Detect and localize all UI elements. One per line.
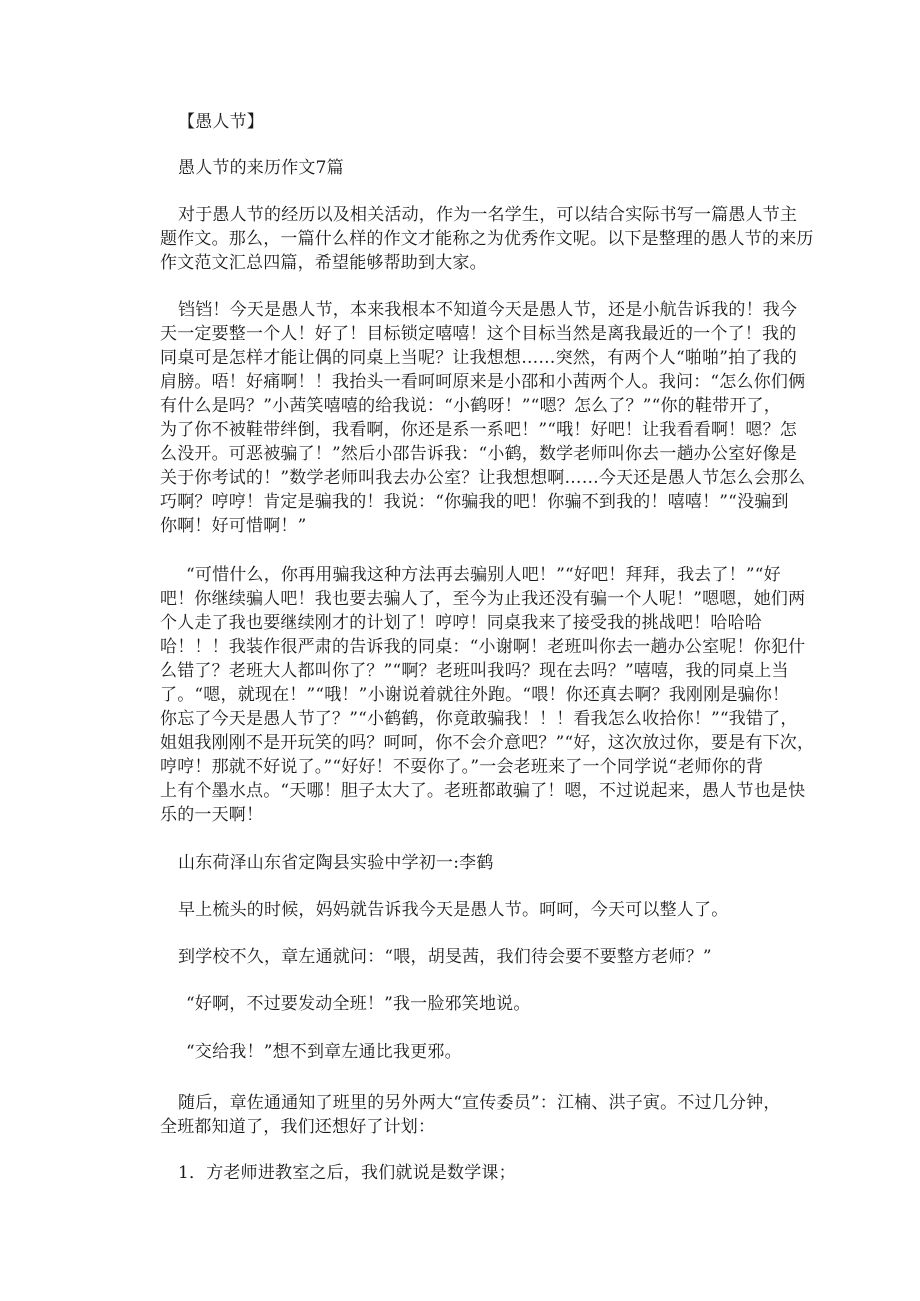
essay1-p1-line: 铛铛！今天是愚人节，本来我根本不知道今天是愚人节，还是小航告诉我的！我今: [178, 300, 798, 320]
essay2-paragraph: 早上梳头的时候，妈妈就告诉我今天是愚人节。呵呵，今天可以整人了。: [178, 900, 729, 920]
intro-line: 题作文。那么，一篇什么样的作文才能称之为优秀作文呢。以下是整理的愚人节的来历: [160, 229, 814, 249]
essay1-p1-line: 有什么是吗？”小茜笑嘻嘻的给我说：“小鹤呀！”“嗯？怎么了？”“你的鞋带开了，: [160, 396, 781, 416]
essay1-p1-line: 你啊！好可惜啊！”: [160, 516, 307, 536]
essay1-p2-line: 姐姐我刚刚不是开玩笑的吗？呵呵，你不会介意吧？”“好，这次放过你，要是有下次，: [160, 733, 815, 753]
essay1-p1-line: 为了你不被鞋带绊倒，我看啊，你还是系一系吧！”“哦！好吧！让我看看啊！嗯？怎: [160, 420, 797, 440]
document-heading: 【愚人节】: [178, 112, 264, 132]
intro-line: 对于愚人节的经历以及相关活动，作为一名学生，可以结合实际书写一篇愚人节主: [178, 205, 798, 225]
intro-line: 作文范文汇总四篇，希望能够帮助到大家。: [160, 253, 487, 273]
document-title: 愚人节的来历作文7篇: [178, 158, 344, 178]
essay1-p1-line: 同桌可是怎样才能让偶的同桌上当呢？让我想想……突然，有两个人“啪啪”拍了我的: [160, 348, 797, 368]
essay1-p2-line: 吧！你继续骗人吧！我也要去骗人了，至今为止我还没有骗一个人呢！”嗯嗯，她们两: [160, 589, 806, 609]
essay1-p1-line: 么没开。可恶被骗了！”然后小邵告诉我：“小鹤，数学老师叫你去一趟办公室好像是: [160, 444, 797, 464]
essay1-p2-line: 个人走了我也要继续刚才的计划了！哼哼！同桌我来了接受我的挑战吧！哈哈哈: [160, 613, 762, 633]
essay1-p1-line: 肩膀。唔！好痛啊！！我抬头一看呵呵原来是小邵和小茜两个人。我问：“怎么你们俩: [160, 372, 806, 392]
essay1-p1-line: 关于你考试的！”数学老师叫我去办公室？让我想想啊……今天还是愚人节怎么会那么: [160, 468, 806, 488]
essay2-paragraph: 到学校不久，章左通就问：“喂，胡旻茜，我们待会要不要整方老师？”: [178, 947, 712, 967]
essay1-p2-line: 了。“嗯，就现在！”“哦！”小谢说着就往外跑。“喂！你还真去啊？我刚刚是骗你！: [160, 685, 790, 705]
essay2-p5-line: 随后，章佐通通知了班里的另外两大“宣传委员”：江楠、洪子寅。不过几分钟，: [178, 1093, 781, 1113]
essay1-p2-line: 上有个墨水点。“天哪！胆子太大了。老班都敢骗了！嗯，不过说起来，愚人节也是快: [160, 781, 806, 801]
essay1-p2-line: 么错了？老班大人都叫你了？”“啊？老班叫我吗？现在去吗？”嘻嘻，我的同桌上当: [160, 661, 789, 681]
essay2-paragraph: “好啊，不过要发动全班！”我一脸邪笑地说。: [186, 994, 531, 1014]
essay1-p1-line: 天一定要整一个人！好了！目标锁定嘻嘻！这个目标当然是离我最近的一个了！我的: [160, 324, 797, 344]
essay1-p2-line: “可惜什么，你再用骗我这种方法再去骗别人吧！”“好吧！拜拜，我去了！”“好: [186, 565, 781, 585]
essay1-p2-line: 哼哼！那就不好说了。”“好好！不耍你了。”一会老班来了一个同学说“老师你的背: [160, 757, 764, 777]
plan-list-item: 1．方老师进教室之后，我们就说是数学课；: [178, 1163, 516, 1183]
essay1-p2-line: 你忘了今天是愚人节了？”“小鹤鹤，你竟敢骗我！！！看我怎么收拾你！”“我错了，: [160, 709, 798, 729]
essay1-p2-line: 哈！！！我装作很严肃的告诉我的同桌：“小谢啊！老班叫你去一趟办公室呢！你犯什: [160, 637, 806, 657]
essay1-p1-line: 巧啊？哼哼！肯定是骗我的！我说：“你骗我的吧！你骗不到我的！嘻嘻！”“没骗到: [160, 492, 789, 512]
essay2-p5-line: 全班都知道了，我们还想好了计划：: [160, 1117, 436, 1137]
essay-byline: 山东荷泽山东省定陶县实验中学初一:李鹤: [178, 853, 494, 873]
essay2-paragraph: “交给我！”想不到章左通比我更邪。: [186, 1042, 462, 1062]
essay1-p2-line: 乐的一天啊！: [160, 805, 264, 825]
